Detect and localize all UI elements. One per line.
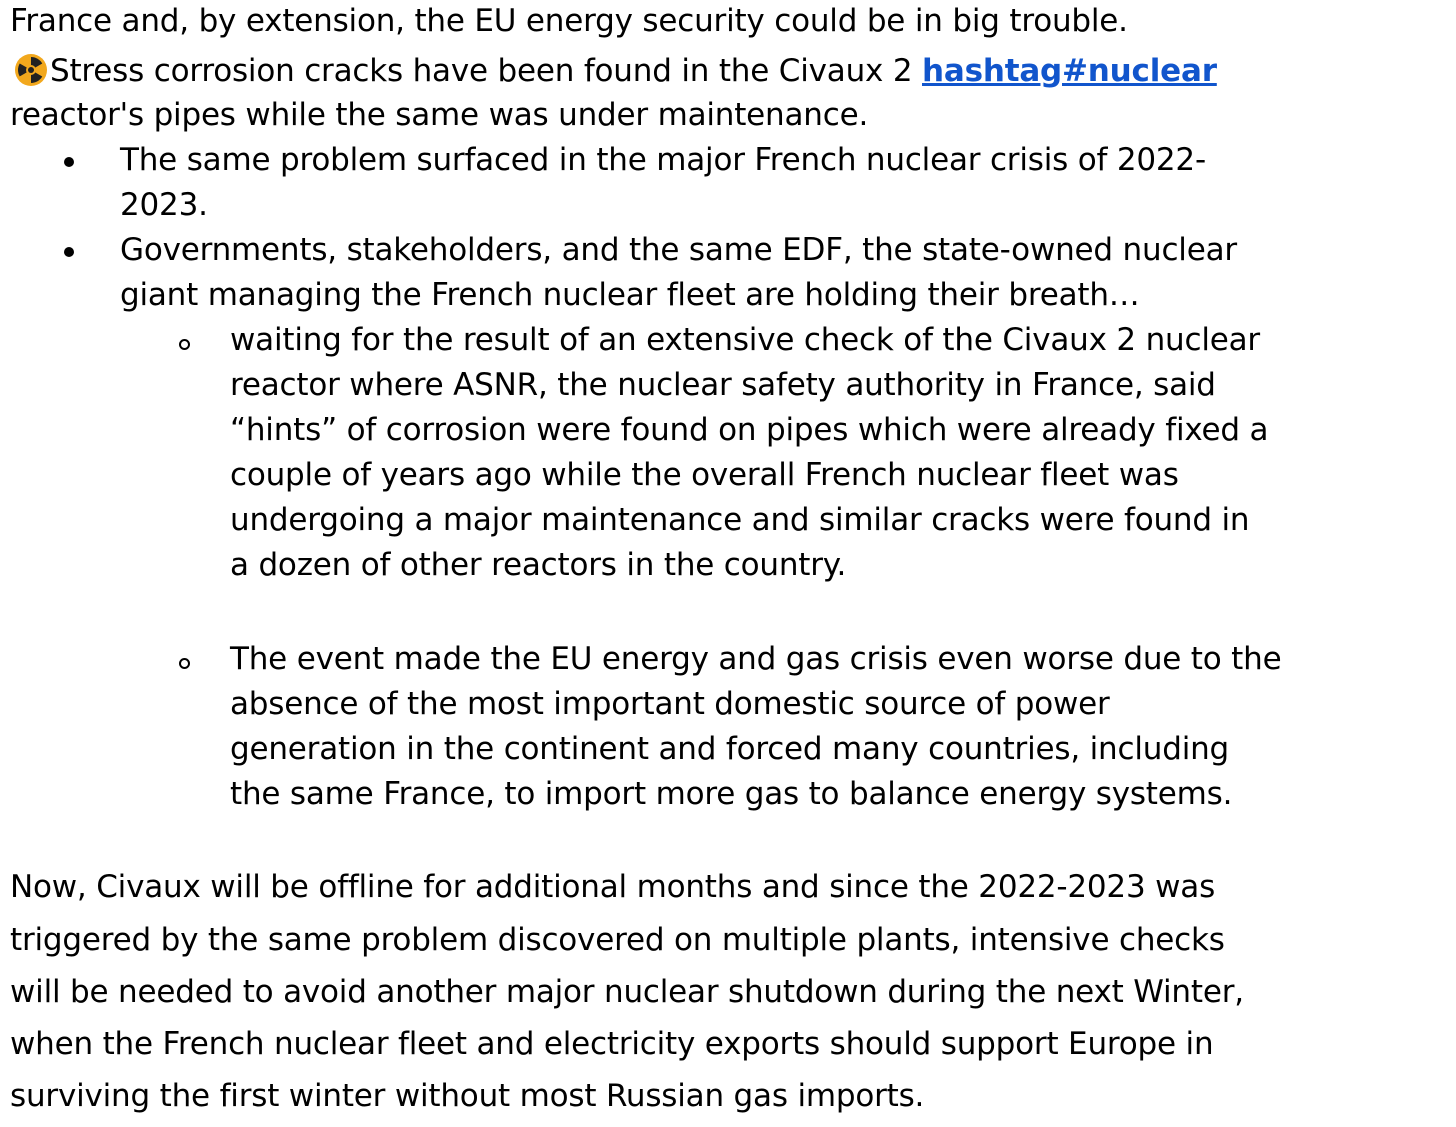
sub-bullet-2-line-2: absence of the most important domestic source of power xyxy=(230,686,1110,722)
bullet-1-line-1: The same problem surfaced in the major French nuclear crisis of 2022- xyxy=(120,142,1206,178)
sub-bullet-1-line-5: undergoing a major maintenance and similar cracks were found in xyxy=(230,502,1250,538)
bullet-dot-2 xyxy=(64,247,74,257)
sub-bullet-2-line-3: generation in the continent and forced many countries, including xyxy=(230,731,1230,767)
sub-bullet-1-line-4: couple of years ago while the overall French nuclear fleet was xyxy=(230,457,1179,493)
sub-bullet-2-line-1: The event made the EU energy and gas crisis even worse due to the xyxy=(230,641,1282,677)
bullet-1-line-2: 2023. xyxy=(120,187,208,223)
closing-line-2: triggered by the same problem discovered on multiple plants, intensive checks xyxy=(10,922,1225,958)
sub-bullet-1-line-3: “hints” of corrosion were found on pipes which were already fixed a xyxy=(230,412,1269,448)
hashtag-nuclear-link[interactable]: hashtag#nuclear xyxy=(922,53,1217,89)
sub-bullet-2-line-4: the same France, to import more gas to balance energy systems. xyxy=(230,776,1233,812)
intro-line-2-text: Stress corrosion cracks have been found in the Civaux 2 xyxy=(50,53,922,89)
closing-line-4: when the French nuclear fleet and electricity exports should support Europe in xyxy=(10,1026,1214,1062)
sub-bullet-1-line-2: reactor where ASNR, the nuclear safety authority in France, said xyxy=(230,367,1216,403)
closing-line-1: Now, Civaux will be offline for additional months and since the 2022-2023 was xyxy=(10,869,1216,905)
intro-line-2 xyxy=(14,53,1217,87)
intro-line-1: France and, by extension, the EU energy security could be in big trouble. xyxy=(10,3,1128,39)
bullet-2-line-1: Governments, stakeholders, and the same EDF, the state-owned nuclear xyxy=(120,232,1237,268)
closing-line-3: will be needed to avoid another major nuclear shutdown during the next Winter, xyxy=(10,974,1244,1010)
bullet-2-line-2: giant managing the French nuclear fleet are holding their breath… xyxy=(120,277,1140,313)
sub-bullet-1-line-6: a dozen of other reactors in the country. xyxy=(230,547,847,583)
closing-line-5: surviving the first winter without most Russian gas imports. xyxy=(10,1078,925,1114)
sub-bullet-1-line-1: waiting for the result of an extensive check of the Civaux 2 nuclear xyxy=(230,322,1260,358)
sub-bullet-circle-1 xyxy=(179,339,190,350)
intro-line-3: reactor's pipes while the same was under maintenance. xyxy=(10,97,869,133)
bullet-dot-1 xyxy=(64,157,74,167)
sub-bullet-circle-2 xyxy=(179,658,190,669)
radioactive-icon xyxy=(14,53,48,87)
